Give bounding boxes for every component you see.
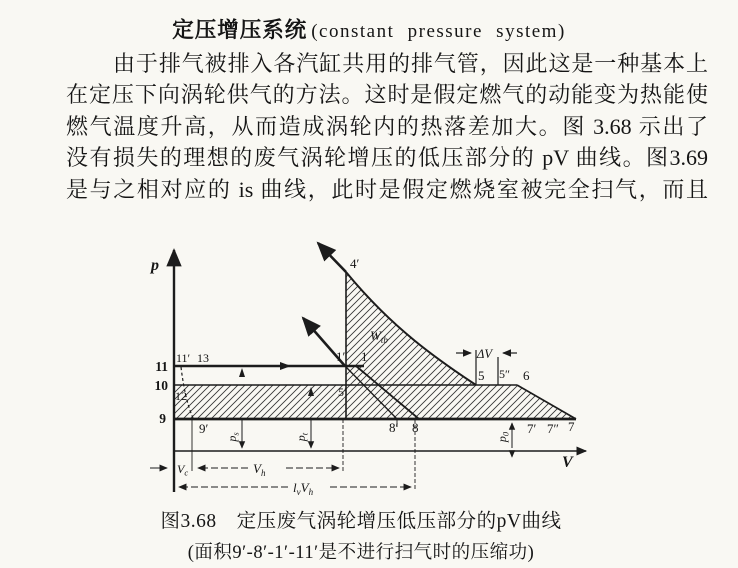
p0-label: $p_0$	[495, 431, 511, 443]
hatch-blowdown-work-area	[346, 272, 476, 385]
paragraph-line: 在定压下向涡轮供气的方法。这时是假定燃气的动能变为热能使	[66, 82, 708, 108]
point-5prime: 5′	[338, 385, 347, 399]
flow-arrow-on-line-11	[280, 362, 291, 370]
section-title	[0, 13, 738, 44]
section-title-en: (constant pressure system)	[311, 21, 566, 42]
point-7: 7	[568, 419, 575, 434]
point-9prime: 9′	[199, 421, 209, 436]
point-5: 5	[478, 368, 485, 383]
point-8prime: 8′	[389, 420, 399, 435]
body-paragraph	[66, 48, 708, 205]
point-12: 12	[175, 389, 187, 403]
figure-caption	[56, 505, 666, 564]
paragraph-line: 由于排气被排入各汽缸共用的排气管，因此这是一种基本上	[113, 51, 708, 76]
point-7dprime: 7″	[547, 421, 559, 436]
ps-label: $p_s$	[225, 432, 241, 442]
vh-label: $V_h$	[253, 461, 266, 478]
tick-10: 10	[154, 378, 168, 393]
figure-caption-line1: 图3.68 定压废气涡轮增压低压部分的pV曲线	[160, 511, 562, 532]
delta-v-label: ΔV	[477, 347, 492, 361]
ps-up-arrowhead	[239, 368, 245, 377]
work-subscript: tb	[380, 335, 388, 345]
point-5dprime: 5″	[499, 367, 510, 381]
point-1: 1	[361, 349, 368, 364]
blowdown-inlet-curve	[318, 243, 346, 272]
v-axis-label: V	[562, 454, 573, 471]
paragraph-line: 燃气温度升高，从而造成涡轮内的热落差加大。图 3.68 示出了	[66, 113, 708, 139]
p-axis-label: p	[151, 257, 159, 274]
figure-caption-line2: (面积9′-8′-1′-11′是不进行扫气时的压缩功)	[187, 543, 535, 563]
paragraph-line: 是与之相对应的 is 曲线，此时是假定燃烧室被完全扫气，而且	[66, 176, 708, 202]
pv-diagram	[95, 236, 610, 502]
tick-9: 9	[159, 411, 166, 426]
lvvh-label: $l_vV_h$	[293, 480, 314, 497]
paragraph-line: 没有损失的理想的废气涡轮增压的低压部分的 pV 曲线。图3.69	[66, 145, 708, 171]
point-4prime: 4′	[350, 256, 360, 271]
point-1prime: 1′	[336, 349, 346, 364]
vc-label: $V_c$	[177, 462, 189, 478]
point-11prime: 11′	[176, 351, 191, 365]
point-13: 13	[197, 351, 209, 365]
point-7prime: 7′	[527, 421, 537, 436]
work-symbol: W	[370, 328, 381, 343]
point-6: 6	[523, 368, 530, 383]
pt-label: $p_t$	[294, 432, 310, 442]
section-title-zh: 定压增压系统	[172, 18, 308, 42]
tick-11: 11	[155, 359, 168, 374]
point-8: 8	[412, 420, 419, 435]
diagram-lines	[150, 243, 576, 490]
hatch-exhaust-band	[174, 385, 576, 419]
